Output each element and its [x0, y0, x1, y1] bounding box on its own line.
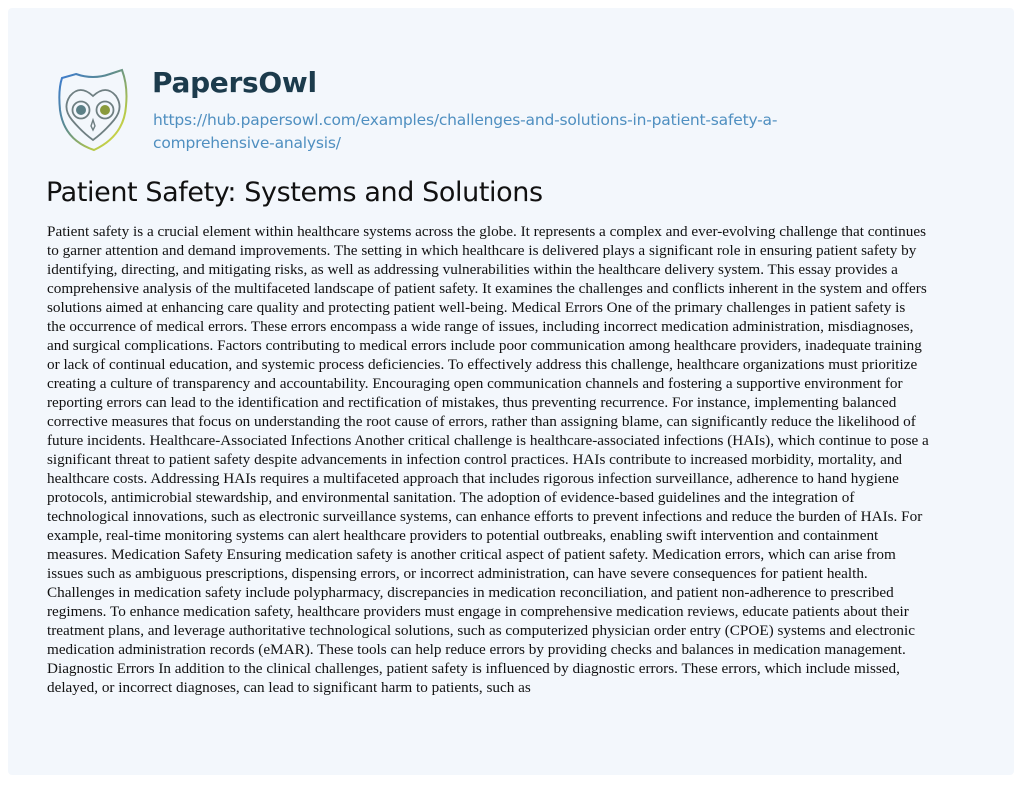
body-line: measures. Medication Safety Ensuring medication safety is another critical aspect of patient safety. Medication errors, which can arise from — [47, 546, 896, 563]
body-line: the occurrence of medical errors. These errors encompass a wide range of issues, including incorrect medication administration, misdiagnoses, — [47, 318, 914, 335]
source-url-line: comprehensive-analysis/ — [153, 134, 341, 152]
body-line: corrective measures that focus on understanding the root cause of errors, rather than assigning blame, can significantly reduce the likelihood of — [47, 413, 916, 430]
body-line: reporting errors can lead to the identification and rectification of mistakes, thus preventing recurrence. For instance, implementing balanced — [47, 394, 897, 411]
body-line: protocols, antimicrobial stewardship, and environmental sanitation. The adoption of evidence-based guidelines and the integration of — [47, 489, 855, 506]
body-line: Diagnostic Errors In addition to the clinical challenges, patient safety is influenced by diagnostic errors. These errors, which include missed, — [47, 660, 900, 677]
body-line: significant threat to patient safety despite advancements in infection control practices. HAIs contribute to increased morbidity, mortality, and — [47, 451, 903, 468]
body-line: identifying, directing, and mitigating risks, as well as addressing vulnerabilities within the healthcare delivery system. This essay provides a — [47, 261, 898, 278]
body-line: to garner attention and demand improvements. The setting in which healthcare is delivered plays a significant role in ensuring patient safety by — [47, 242, 917, 259]
body-line: healthcare costs. Addressing HAIs requires a multifaceted approach that includes rigorous infection surveillance, adherence to hand hygiene — [47, 470, 899, 487]
body-line: and surgical complications. Factors contributing to medical errors include poor communication among healthcare providers, inadequate training — [47, 337, 922, 354]
page-panel — [8, 8, 1014, 775]
body-line: regimens. To enhance medication safety, healthcare providers must engage in comprehensive medication reviews, educate patients about their — [47, 603, 909, 620]
document-title: Patient Safety: Systems and Solutions — [46, 177, 543, 208]
body-line: example, real-time monitoring systems can alert healthcare providers to potential outbreaks, enabling swift intervention and containment — [47, 527, 879, 544]
body-line: or lack of continual education, and systemic process deficiencies. To effectively address this challenge, healthcare organizations must prioritize — [47, 356, 918, 373]
source-url-link[interactable] — [153, 109, 873, 155]
body-line: delayed, or incorrect diagnoses, can lead to significant harm to patients, such as — [47, 679, 531, 696]
body-line: future incidents. Healthcare-Associated Infections Another critical challenge is healthcare-associated infections (HAIs), which continue to pose a — [47, 432, 929, 449]
body-line: issues such as ambiguous prescriptions, dispensing errors, or incorrect administration, can have severe consequences for patient health. — [47, 565, 868, 582]
body-line: solutions aimed at enhancing care quality and protecting patient well-being. Medical Errors One of the primary challenges in patient safety is — [47, 299, 906, 316]
body-line: creating a culture of transparency and accountability. Encouraging open communication channels and fostering a supportive environment for — [47, 375, 903, 392]
source-url-line: https://hub.papersowl.com/examples/challenges-and-solutions-in-patient-safety-a- — [153, 111, 778, 129]
brand-name: PapersOwl — [152, 66, 317, 99]
body-line: medication administration records (eMAR). These tools can help reduce errors by providing checks and balances in medication management. — [47, 641, 906, 658]
owl-logo-icon — [50, 66, 136, 158]
document-body — [47, 222, 987, 697]
body-line: technological innovations, such as electronic surveillance systems, can enhance efforts to prevent infections and reduce the burden of HAIs. For — [47, 508, 923, 525]
body-line: treatment plans, and leverage authoritative technological solutions, such as computerized physician order entry (CPOE) systems and electronic — [47, 622, 915, 639]
header — [8, 8, 1014, 168]
body-line: Challenges in medication safety include polypharmacy, discrepancies in medication reconciliation, and patient non-adherence to prescribed — [47, 584, 894, 601]
body-line: comprehensive analysis of the multifaceted landscape of patient safety. It examines the challenges and conflicts inherent in the system and offers — [47, 280, 927, 297]
body-line: Patient safety is a crucial element within healthcare systems across the globe. It represents a complex and ever-evolving challenge that continues — [47, 223, 926, 240]
